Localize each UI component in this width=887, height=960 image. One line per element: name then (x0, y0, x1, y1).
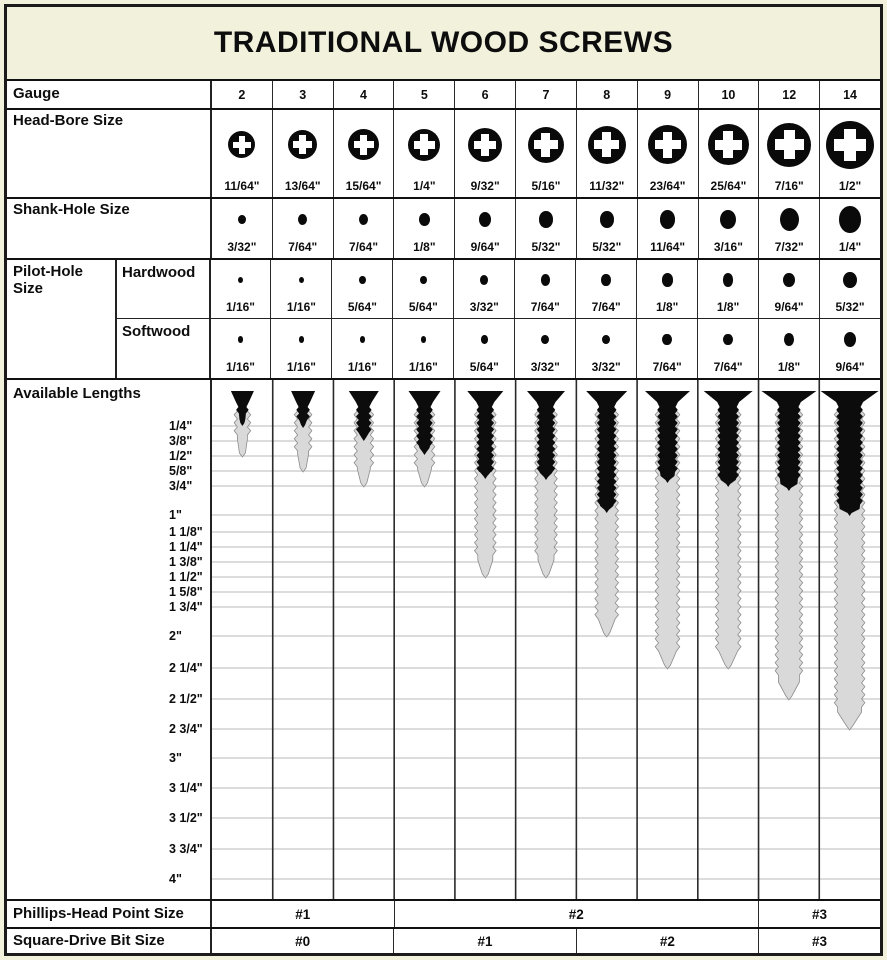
gauge-cell (698, 81, 759, 108)
head-bore-value: 25/64" (710, 179, 747, 193)
length-label: 3" (169, 751, 182, 765)
shank_hole-cell (333, 199, 394, 258)
pilot-hardwood-value: 1/8" (716, 300, 740, 314)
pilot_hardwood-cell (758, 260, 819, 318)
phillips-cross-vertical (723, 131, 733, 158)
phillips-point-size-value-label: #1 (295, 906, 311, 922)
gauge-value: 9 (664, 87, 672, 102)
row-label-shank-hole: Shank-Hole Size (7, 199, 212, 258)
phillips-cross-vertical (663, 132, 672, 158)
pilot-softwood-value: 1/8" (777, 360, 801, 374)
shank-hole-dot (359, 214, 368, 225)
phillips-span-columns (212, 901, 880, 927)
pilot-softwood-value: 3/32" (530, 360, 560, 374)
length-label: 5/8" (169, 464, 193, 478)
head-bore-value: 23/64" (649, 179, 686, 193)
length-label: 2" (169, 629, 182, 643)
screw-head-and-shank (467, 391, 503, 479)
shank_hole-cell (454, 199, 515, 258)
phillips-point-size-value (212, 901, 394, 927)
gauge-value: 14 (843, 87, 857, 102)
row-label-hardwood: Hardwood (117, 260, 211, 318)
pilot-hardwood-dot (420, 276, 427, 284)
phillips-head-icon (228, 131, 255, 158)
gauge-value: 8 (603, 87, 611, 102)
head-bore-cell (272, 110, 333, 197)
row-label-gauge: Gauge (7, 81, 212, 108)
screw-head-and-shank (409, 391, 441, 455)
pilot-softwood-value: 5/64" (469, 360, 499, 374)
phillips-head-icon (288, 130, 317, 159)
square-drive-bit-value-label: #2 (659, 933, 675, 949)
pilot-softwood-dot (481, 335, 488, 343)
head-bore-value: 9/32" (470, 179, 500, 193)
shank-hole-dot (539, 211, 552, 227)
shank-hole-value: 3/32" (227, 240, 257, 254)
shank-hole-dot (419, 213, 430, 226)
shank-hole-dot (839, 206, 861, 232)
pilot-softwood-dot (784, 333, 795, 346)
screw-head-and-shank (349, 391, 379, 441)
head-bore-cell (333, 110, 394, 197)
length-label: 1 1/8" (169, 525, 203, 539)
pilot-hardwood-value: 1/8" (655, 300, 679, 314)
phillips-point-size-value-label: #2 (568, 906, 584, 922)
shank-hole-value: 7/32" (774, 240, 804, 254)
phillips-head-icon (588, 126, 626, 164)
gauge-cell (758, 81, 819, 108)
phillips-head-icon (528, 127, 564, 163)
pilot_softwood-cell (758, 319, 819, 378)
pilot-softwood-subrow (117, 319, 880, 378)
square-drive-bit-value (393, 929, 575, 953)
pilot_softwood-cell (575, 319, 636, 378)
pilot-hardwood-value: 7/64" (591, 300, 621, 314)
head-bore-row (7, 110, 880, 199)
pilot_hardwood-cell (819, 260, 880, 318)
shank-hole-value: 1/8" (413, 240, 436, 254)
phillips-point-size-value (394, 901, 758, 927)
head-bore-cell (637, 110, 698, 197)
row-label-softwood: Softwood (117, 319, 211, 378)
phillips-cross-vertical (481, 134, 489, 156)
pilot-hardwood-dot (359, 276, 366, 284)
phillips-cross-vertical (541, 133, 550, 157)
pilot-hardwood-dot (783, 273, 795, 288)
head-bore-cell (515, 110, 576, 197)
pilot-softwood-value: 1/16" (286, 360, 316, 374)
shank-hole-value: 5/32" (531, 240, 561, 254)
gauge-value: 7 (542, 87, 550, 102)
shank-hole-value: 3/16" (713, 240, 743, 254)
row-label-square-drive: Square-Drive Bit Size (7, 929, 212, 953)
phillips-cross-vertical (784, 130, 795, 159)
pilot-softwood-value: 7/64" (713, 360, 743, 374)
gauge-cell (454, 81, 515, 108)
pilot_softwood-cell (392, 319, 453, 378)
pilot_softwood-cell (697, 319, 758, 378)
gauge-cell (819, 81, 880, 108)
length-label: 3 1/4" (169, 781, 203, 795)
screw-head-and-shank (527, 391, 565, 480)
row-label-available-lengths: Available Lengths (13, 385, 141, 402)
pilot-hardwood-subrow (117, 260, 880, 319)
shank-hole-dot (600, 211, 613, 227)
length-label: 1 5/8" (169, 585, 203, 599)
screw-head-and-shank (704, 391, 753, 487)
pilot-softwood-dot (723, 334, 732, 345)
length-label: 1/4" (169, 419, 193, 433)
gauge-cell (212, 81, 272, 108)
phillips-cross-vertical (299, 135, 306, 154)
pilot-hardwood-value: 9/64" (774, 300, 804, 314)
square-drive-bit-value (576, 929, 758, 953)
pilot-hole-row (7, 260, 880, 380)
pilot_hardwood-cell (575, 260, 636, 318)
head-bore-value: 15/64" (345, 179, 382, 193)
phillips-head-icon (708, 124, 749, 165)
pilot_hardwood-cell (392, 260, 453, 318)
length-label: 1 3/8" (169, 555, 203, 569)
screw-head-and-shank (645, 391, 690, 483)
gauge-value: 4 (360, 87, 367, 102)
pilot-softwood-dot (541, 335, 549, 345)
shank-hole-value: 1/4" (838, 240, 862, 254)
shank_hole-cell (819, 199, 880, 258)
length-label: 3 3/4" (169, 842, 203, 856)
shank_hole-cell (393, 199, 454, 258)
shank_hole-cell (515, 199, 576, 258)
head-bore-value: 1/4" (413, 179, 436, 193)
shank_hole-cell (698, 199, 759, 258)
pilot-hardwood-dot (238, 277, 243, 284)
phillips-point-size-value (758, 901, 880, 927)
pilot-hardwood-value: 1/16" (225, 300, 255, 314)
shank-hole-value: 5/32" (592, 240, 622, 254)
shank_hole-cell (758, 199, 819, 258)
head-bore-cell (698, 110, 759, 197)
length-label: 1 1/2" (169, 570, 203, 584)
pilot_softwood-cell (819, 319, 880, 378)
gauge-value: 10 (721, 87, 736, 102)
pilot-softwood-value: 1/16" (408, 360, 438, 374)
length-label: 3/4" (169, 479, 193, 493)
pilot_hardwood-cell (636, 260, 697, 318)
square-drive-bit-value (212, 929, 393, 953)
length-label: 1 3/4" (169, 600, 203, 614)
head-bore-value: 13/64" (284, 179, 321, 193)
head-bore-cell (819, 110, 880, 197)
available-lengths-row (7, 380, 880, 901)
pilot-softwood-dot (844, 332, 856, 347)
pilot-hardwood-value: 5/64" (347, 300, 377, 314)
shank-hole-dot (660, 210, 675, 228)
shank-hole-dot (238, 215, 246, 225)
gauge-cell (515, 81, 576, 108)
pilot_softwood-cell (636, 319, 697, 378)
pilot-hardwood-columns (211, 260, 881, 318)
length-label: 2 1/2" (169, 692, 203, 706)
length-label: 1" (169, 508, 182, 522)
pilot_hardwood-cell (331, 260, 392, 318)
pilot-softwood-value: 1/16" (347, 360, 377, 374)
pilot_hardwood-cell (211, 260, 271, 318)
pilot_hardwood-cell (270, 260, 331, 318)
gauge-row (7, 81, 880, 110)
pilot_softwood-cell (453, 319, 514, 378)
pilot_softwood-cell (331, 319, 392, 378)
pilot-softwood-dot (662, 334, 671, 345)
pilot-softwood-value: 7/64" (652, 360, 682, 374)
available-lengths-label-column (7, 380, 212, 899)
pilot_hardwood-cell (697, 260, 758, 318)
shank-hole-dot (479, 212, 491, 227)
screw-head-and-shank (231, 391, 254, 426)
shank-hole-value: 11/64" (650, 240, 686, 254)
phillips-head-icon (468, 128, 502, 162)
pilot-hardwood-value: 5/64" (408, 300, 438, 314)
row-label-pilot-hole: Pilot-Hole Size (7, 260, 117, 378)
shank_hole-cell (212, 199, 272, 258)
shank-hole-row (7, 199, 880, 260)
screw-size-chart (4, 4, 883, 956)
gauge-cell (333, 81, 394, 108)
length-label: 2 1/4" (169, 661, 203, 675)
shank-hole-value: 7/64" (288, 240, 318, 254)
gauge-columns (212, 81, 880, 108)
pilot_softwood-cell (211, 319, 271, 378)
phillips-cross-vertical (239, 136, 245, 154)
shank-hole-columns (212, 199, 880, 258)
pilot_hardwood-cell (453, 260, 514, 318)
row-label-head-bore: Head-Bore Size (7, 110, 212, 197)
shank_hole-cell (272, 199, 333, 258)
pilot-hardwood-value: 3/32" (469, 300, 499, 314)
phillips-cross-vertical (844, 129, 856, 161)
screw-head-and-shank (821, 391, 879, 516)
gauge-cell (393, 81, 454, 108)
length-label: 1 1/4" (169, 540, 203, 554)
square-drive-bit-value-label: #3 (812, 933, 828, 949)
head-bore-value: 11/32" (589, 179, 625, 193)
pilot-softwood-dot (238, 336, 243, 343)
phillips-point-size-value-label: #3 (811, 906, 827, 922)
pilot-hardwood-dot (299, 277, 304, 284)
phillips-cross-vertical (602, 132, 611, 157)
pilot-softwood-value: 1/16" (225, 360, 255, 374)
square-drive-bit-row (7, 929, 880, 953)
shank-hole-value: 9/64" (470, 240, 500, 254)
pilot-hardwood-value: 5/32" (835, 300, 865, 314)
head-bore-cell (576, 110, 637, 197)
shank_hole-cell (637, 199, 698, 258)
square-drive-bit-value (758, 929, 880, 953)
phillips-head-icon (826, 121, 874, 169)
pilot-hardwood-dot (541, 274, 550, 285)
chart-title-band (7, 7, 880, 81)
shank-hole-value: 7/64" (349, 240, 379, 254)
pilot-hardwood-dot (723, 273, 734, 286)
head-bore-value: 5/16" (531, 179, 561, 193)
pilot-softwood-value: 3/32" (591, 360, 621, 374)
head-bore-cell (393, 110, 454, 197)
phillips-cross-vertical (360, 135, 367, 155)
pilot-softwood-dot (421, 336, 426, 343)
head-bore-columns (212, 110, 880, 197)
gauge-cell (637, 81, 698, 108)
screw-head-and-shank (586, 391, 627, 513)
pilot-hardwood-dot (480, 275, 488, 285)
phillips-head-icon (408, 129, 440, 161)
length-label: 2 3/4" (169, 722, 203, 736)
gauge-value: 5 (420, 87, 428, 102)
pilot-softwood-value: 9/64" (835, 360, 865, 374)
length-label: 4" (169, 872, 182, 886)
shank_hole-cell (576, 199, 637, 258)
pilot-hardwood-value: 1/16" (286, 300, 316, 314)
length-label: 1/2" (169, 449, 193, 463)
square-drive-span-columns (212, 929, 880, 953)
gauge-value: 3 (299, 87, 307, 102)
square-drive-bit-value-label: #1 (477, 933, 493, 949)
gauge-value: 2 (238, 87, 246, 102)
head-bore-cell (212, 110, 272, 197)
pilot-hardwood-dot (843, 272, 856, 288)
pilot-softwood-dot (360, 336, 365, 343)
phillips-cross-vertical (420, 134, 428, 155)
row-label-phillips: Phillips-Head Point Size (7, 901, 212, 927)
phillips-point-size-row (7, 901, 880, 929)
head-bore-value: 7/16" (774, 179, 804, 193)
pilot-hardwood-dot (601, 274, 610, 285)
head-bore-value: 1/2" (838, 179, 862, 193)
chart-title: TRADITIONAL WOOD SCREWS (213, 26, 674, 59)
length-label: 3 1/2" (169, 811, 203, 825)
length-label: 3/8" (169, 434, 193, 448)
pilot-hardwood-value: 7/64" (530, 300, 560, 314)
shank-hole-dot (780, 208, 799, 231)
pilot-softwood-dot (602, 335, 610, 345)
pilot-softwood-dot (299, 336, 304, 343)
pilot_softwood-cell (270, 319, 331, 378)
head-bore-value: 11/64" (224, 179, 260, 193)
gauge-cell (272, 81, 333, 108)
head-bore-cell (454, 110, 515, 197)
pilot_softwood-cell (514, 319, 575, 378)
pilot-hardwood-dot (662, 273, 673, 286)
pilot_hardwood-cell (514, 260, 575, 318)
shank-hole-dot (298, 214, 307, 225)
gauge-cell (576, 81, 637, 108)
screw-diagram-svg (212, 380, 880, 899)
head-bore-cell (758, 110, 819, 197)
square-drive-bit-value-label: #0 (295, 933, 311, 949)
phillips-head-icon (767, 123, 811, 167)
gauge-value: 12 (782, 87, 797, 102)
shank-hole-dot (720, 210, 736, 230)
phillips-head-icon (348, 129, 379, 160)
pilot-softwood-columns (211, 319, 881, 378)
gauge-value: 6 (481, 87, 489, 102)
screw-length-diagram (212, 380, 880, 899)
phillips-head-icon (648, 125, 687, 164)
